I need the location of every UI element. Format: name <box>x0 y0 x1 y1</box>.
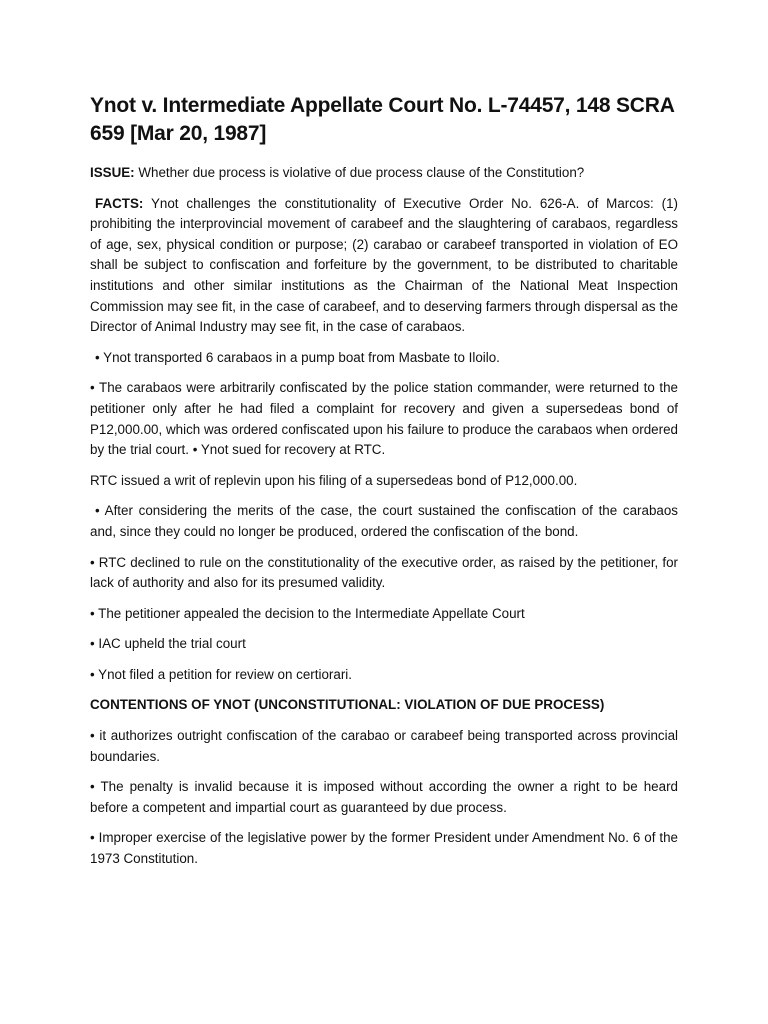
fact-bullet-confiscation: • The carabaos were arbitrarily confiscated by the police station commander, were returned to the petitioner only after he had filed a complaint for recovery and given a supersedeas bond of P12,000.00, which was ordered confiscated upon his failure to produce the carabaos when ordered by the trial court. • Ynot sued for recovery at RTC. <box>90 380 678 458</box>
fact-bullet-rtc-declined: • RTC declined to rule on the constitutionality of the executive order, as raised by the petitioner, for lack of authority and also for its presumed validity. <box>90 554 678 591</box>
contention-bullet-confiscation: • it authorizes outright confiscation of the carabao or carabeef being transported across provincial boundaries. <box>90 728 678 764</box>
document-page <box>90 92 678 880</box>
issue-label: ISSUE: <box>90 165 135 180</box>
contention-bullet-legislative-power: • Improper exercise of the legislative power by the former President under Amendment No. 6 of the 1973 Constitution. <box>90 830 678 867</box>
facts-paragraph <box>90 194 678 338</box>
facts-text: Ynot challenges the constitutionality of Executive Order No. 626-A. of Marcos: (1) prohibiting the interprovincial movement of carabeef and the slaughtering of carabaos, regardless of age, sex, physical condition or purpose; (2) carabao or carabeef transported in violation of EO shall be subject to confiscation and forfeiture by the government, to be distributed to charitable institutions and other similar institutions as the Chairman of the National Meat Inspection Commission may see fit, in the case of carabeef, and to deserving farmers through dispersal as the Director of Animal Industry may see fit, in the case of carabaos. <box>90 195 678 335</box>
facts-label: FACTS: <box>95 195 144 211</box>
contention-bullet-penalty: • The penalty is invalid because it is imposed without according the owner a right to be heard before a competent and impartial court as guaranteed by due process. <box>90 779 678 815</box>
issue-paragraph <box>90 163 678 184</box>
fact-bullet-appeal: • The petitioner appealed the decision to the Intermediate Appellate Court <box>90 605 525 621</box>
contentions-heading: CONTENTIONS OF YNOT (UNCONSTITUTIONAL: VIOLATION OF DUE PROCESS) <box>90 697 605 713</box>
fact-bullet-merits: • After considering the merits of the case, the court sustained the confiscation of the carabaos and, since they could no longer be produced, ordered the confiscation of the bond. <box>90 503 678 539</box>
fact-bullet-certiorari: • Ynot filed a petition for review on certiorari. <box>90 666 352 682</box>
issue-text: Whether due process is violative of due process clause of the Constitution? <box>134 165 585 180</box>
fact-replevin: RTC issued a writ of replevin upon his filing of a supersedeas bond of P12,000.00. <box>90 472 578 488</box>
document-title: Ynot v. Intermediate Appellate Court No. L-74457, 148 SCRA 659 [Mar 20, 1987] <box>90 94 674 145</box>
fact-bullet-iac-upheld: • IAC upheld the trial court <box>90 636 246 652</box>
fact-bullet-transport: • Ynot transported 6 carabaos in a pump boat from Masbate to Iloilo. <box>95 349 500 365</box>
